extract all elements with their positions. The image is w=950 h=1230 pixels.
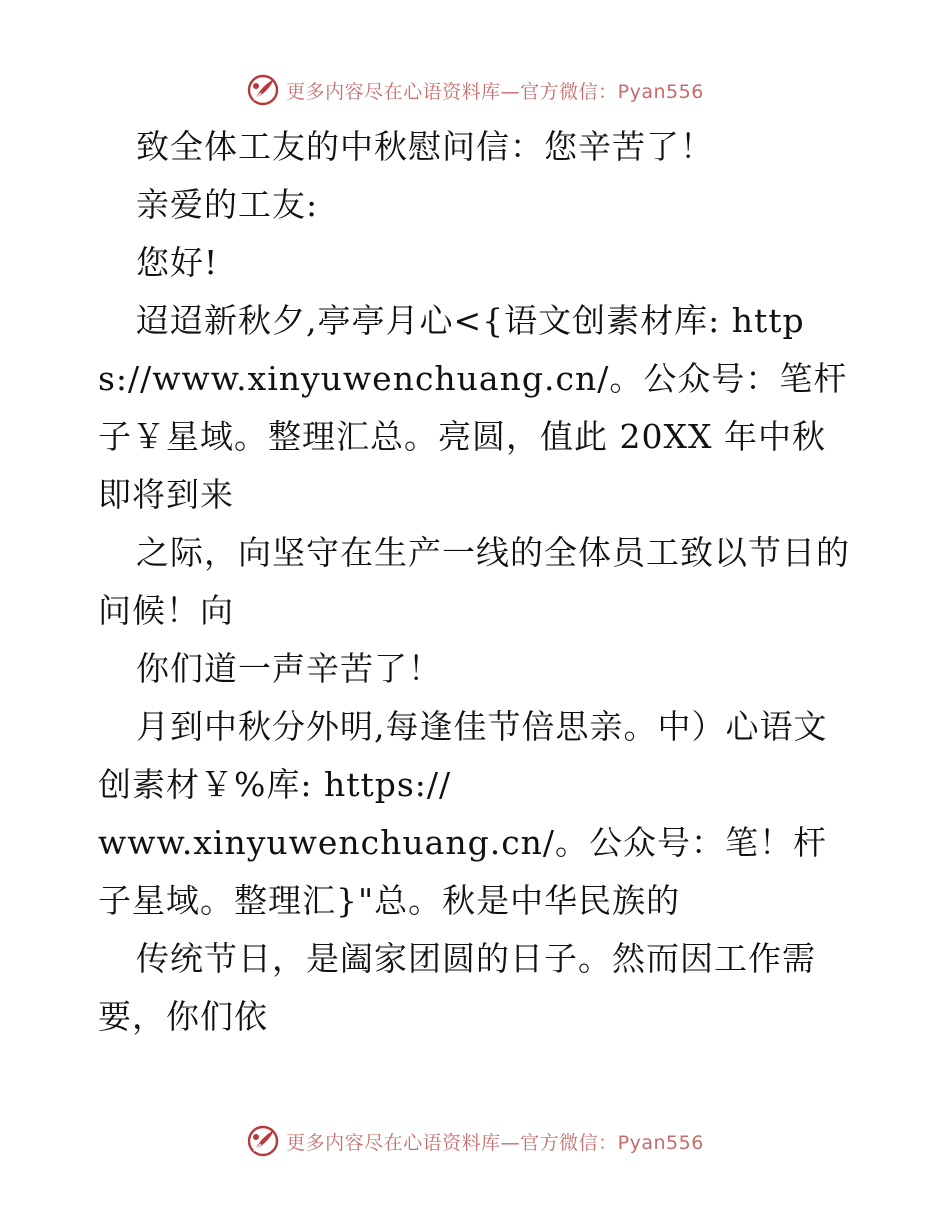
body-paragraph: 传统节日，是阖家团圆的日子。然而因工作需要，你们依	[98, 939, 816, 1036]
feather-pen-logo-icon	[246, 73, 280, 107]
greeting: 您好!	[136, 243, 219, 282]
header-banner	[0, 70, 950, 110]
body-paragraph: www.xinyuwenchuang.cn/。公众号：笔！杆子星域。整理汇}"总。秋是中华民族的	[98, 823, 828, 920]
salutation: 亲爱的工友:	[136, 185, 319, 224]
letter-title: 致全体工友的中秋慰问信：您辛苦了！	[136, 127, 714, 166]
document-body	[98, 118, 858, 1046]
body-paragraph: 迢迢新秋夕,亭亭月心<{语文创素材库: https://www.xinyuwenchuang.cn/。公众号：笔杆子￥星域。整理汇总。亮圆，值此 20XX 年中秋即将到来	[98, 301, 848, 514]
body-paragraph: 你们道一声辛苦了！	[136, 649, 442, 688]
body-paragraph: 月到中秋分外明,每逢佳节倍思亲。中）心语文创素材￥%库: https://	[98, 707, 828, 804]
feather-pen-logo-icon	[246, 1124, 280, 1158]
footer-banner	[0, 1121, 950, 1161]
footer-banner-text: 更多内容尽在心语资料库—官方微信：Pyan556	[286, 1131, 704, 1154]
body-paragraph: 之际，向坚守在生产一线的全体员工致以节日的问候！向	[98, 533, 850, 630]
header-banner-content	[246, 73, 704, 107]
header-banner-text: 更多内容尽在心语资料库—官方微信：Pyan556	[286, 80, 704, 103]
footer-banner-content	[246, 1124, 704, 1158]
